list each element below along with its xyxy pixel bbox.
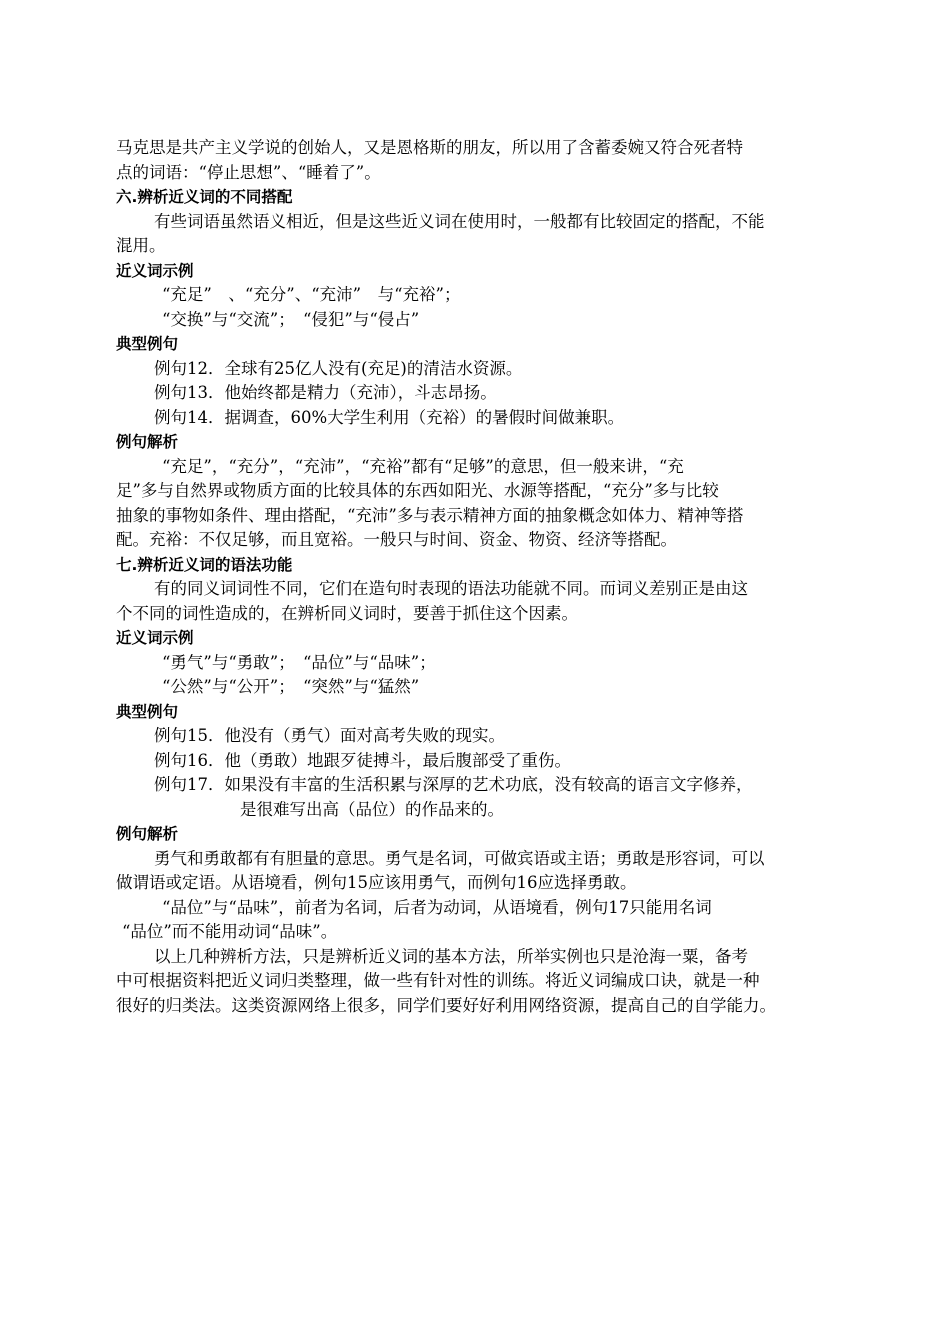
text-line: “品位”与“品味”，前者为名词，后者为动词，从语境看，例句17只能用名词 [162,897,712,917]
section-heading: 七.辨析近义词的语法功能 [116,555,293,574]
text-line: 抽象的事物如条件、理由搭配，“充沛”多与表示精神方面的抽象概念如体力、精神等搭 [116,505,744,525]
text-line: 足”多与自然界或物质方面的比较具体的东西如阳光、水源等搭配，“充分”多与比较 [116,481,719,500]
section-heading: 典型例句 [116,702,179,721]
text-line: 勇气和勇敢都有有胆量的意思。勇气是名词，可做宾语或主语；勇敢是形容词，可以 [154,848,765,868]
text-line: “充足” 、“充分”、“充沛” 与“充裕”； [162,285,461,304]
text-line: 个不同的词性造成的，在辨析同义词时，要善于抓住这个因素。 [116,603,578,623]
section-heading: 六.辨析近义词的不同搭配 [116,188,293,206]
text-line: 点的词语：“停止思想”、“睡着了”。 [116,162,381,182]
section-heading: 近义词示例 [116,629,194,647]
text-line: 例句13．他始终都是精力（充沛），斗志昂扬。 [154,383,497,402]
text-line: 例句17．如果没有丰富的生活积累与深厚的艺术功底，没有较高的语言文字修养， [154,775,753,794]
text-line: “充足”，“充分”，“充沛”，“充裕”都有“足够”的意思，但一般来讲，“充 [162,456,684,476]
section-heading: 例句解析 [116,825,179,843]
text-line: 马克思是共产主义学说的创始人，又是恩格斯的朋友，所以用了含蓄委婉又符合死者特 [116,138,743,157]
text-line: 有的同义词词性不同，它们在造句时表现的语法功能就不同。而词义差别正是由这 [154,579,748,598]
text-line: 以上几种辨析方法，只是辨析近义词的基本方法，所举实例也只是沧海一粟，备考 [154,946,748,966]
text-line: 中可根据资料把近义词归类整理，做一些有针对性的训练。将近义词编成口诀，就是一种 [116,971,760,990]
text-line: 例句14．据调查，60%大学生利用（充裕）的暑假时间做兼职。 [154,407,625,427]
section-heading: 近义词示例 [116,261,194,280]
text-line: 例句16．他（勇敢）地跟歹徒搏斗，最后腹部受了重伤。 [154,750,571,770]
text-line: “公然”与“公开”； “突然”与“猛然” [162,677,420,696]
text-line: 混用。 [116,236,166,255]
text-line: “交换”与“交流”； “侵犯”与“侵占” [162,309,420,329]
document-body [116,136,846,1018]
text-line: 是很难写出高（品位）的作品来的。 [240,799,504,819]
text-line: 例句12．全球有25亿人没有(充足)的清洁水资源。 [154,358,523,378]
text-line: 做谓语或定语。从语境看，例句15应该用勇气，而例句16应选择勇敢。 [116,873,637,892]
section-heading: 例句解析 [116,433,179,451]
text-line: 有些词语虽然语义相近，但是这些近义词在使用时，一般都有比较固定的搭配，不能 [154,211,765,231]
text-line: 例句15．他没有（勇气）面对高考失败的现实。 [154,726,505,745]
text-line: 很好的归类法。这类资源网络上很多，同学们要好好利用网络资源，提高自己的自学能力。 [116,995,776,1015]
text-line: “品位”而不能用动词“品味”。 [122,922,338,941]
text-line: “勇气”与“勇敢”； “品位”与“品味”； [162,652,436,672]
section-heading: 典型例句 [116,335,179,353]
text-line: 配。充裕：不仅足够，而且宽裕。一般只与时间、资金、物资、经济等搭配。 [116,530,677,549]
